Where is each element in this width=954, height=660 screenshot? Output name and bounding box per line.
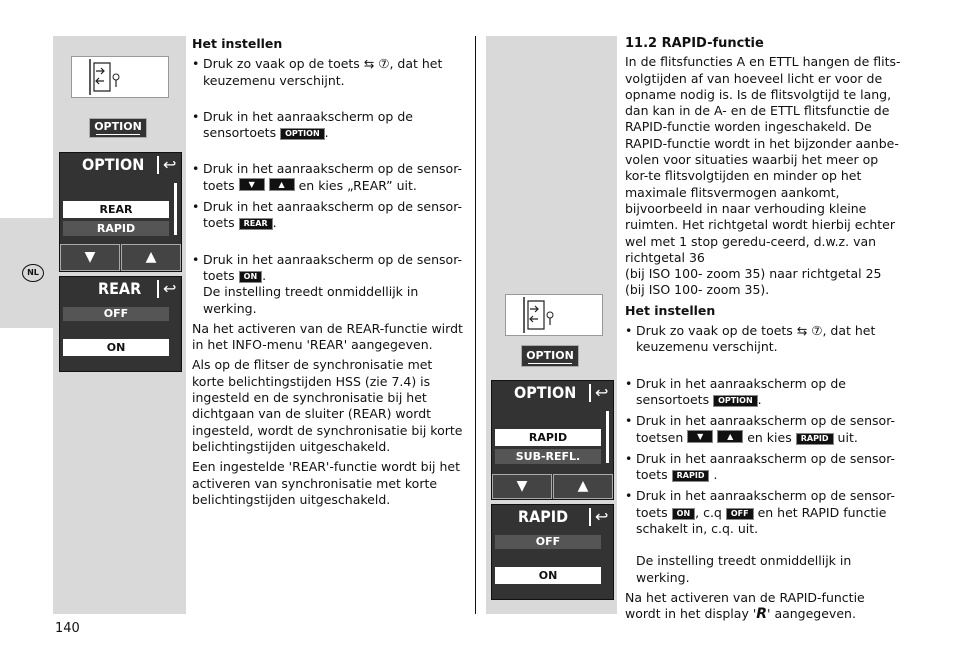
off-chip: OFF [726, 508, 754, 520]
option-menu-screen-rapid [491, 380, 614, 500]
left-text-column [192, 36, 466, 508]
menu-title: OPTION [82, 155, 145, 174]
scrollbar [174, 183, 177, 235]
down-arrow-chip: ▼ [239, 178, 265, 191]
toggle-key-icon: ⇆ ⑦ [796, 323, 823, 339]
step-2: • Druk in het aanraakscherm op de sensortoets OPTION . [192, 109, 466, 142]
flash-device-icon [71, 56, 169, 98]
step-5-note: De instelling treedt onmiddellijk in werking. [636, 553, 852, 585]
paragraph-3: Een ingestelde 'REAR'-functie wordt bij het activeren van synchronisatie met korte belichtingstijden uitgeschakeld. [192, 459, 461, 507]
menu-item-rapid: RAPID [495, 429, 601, 446]
heading-instellen: Het instellen [192, 36, 283, 51]
rapid-chip: RAPID [672, 470, 710, 482]
step-5: • Druk in het aanraakscherm op de sensor-toets ON , c.q OFF en het RAPID functie schakelt in, c.q. uit. [625, 488, 901, 537]
option-button-graphic: OPTION [89, 118, 147, 138]
menu-item-on: ON [63, 339, 169, 356]
option-chip: OPTION [280, 128, 325, 140]
up-arrow-chip: ▲ [717, 430, 743, 443]
language-badge: NL [22, 264, 44, 282]
option-menu-screen [59, 152, 182, 272]
menu-item-sub-refl: SUB-REFL. [495, 449, 601, 464]
up-arrow-chip: ▲ [269, 178, 295, 191]
scrollbar [606, 411, 609, 463]
page-number: 140 [55, 621, 80, 636]
back-bar [157, 156, 159, 174]
intro-line-3: (bij ISO 100- zoom 35). [625, 282, 770, 298]
back-icon: ↩ [595, 507, 609, 526]
back-icon: ↩ [163, 279, 177, 298]
rapid-display-note: Na het activeren van de RAPID-functie wordt in het display 'R' aangegeven. [625, 589, 865, 623]
down-arrow-button: ▼ [492, 474, 552, 499]
step-3: • Druk in het aanraakscherm op de sensor-toetsen ▼ ▲ en kies RAPID uit. [625, 413, 901, 446]
option-button-graphic: OPTION [521, 345, 579, 367]
paragraph-1: Na het activeren van de REAR-functie wirdt in het INFO-menu 'REAR' aangegeven. [192, 320, 463, 353]
rapid-menu-screen [491, 504, 614, 600]
back-bar [589, 384, 591, 402]
step-4: • Druk in het aanraakscherm op de sensor-toets RAPID . [625, 451, 901, 484]
menu-title: OPTION [514, 383, 577, 402]
step-3: • Druk in het aanraakscherm op de sensor-toets ▼ ▲ en kies „REAR” uit. [192, 161, 466, 194]
down-arrow-chip: ▼ [687, 430, 713, 443]
on-chip: ON [239, 271, 263, 283]
intro-paragraph: In de flitsfuncties A en ETTL hangen de flits-volgtijden af van hoeveel licht er voor de opname nodig is. Is de flitsvolgtijd te lang, dan kan in de A- en de ETTL flitsfunctie de RAPID-functie worden ingeschakeld. De RAPID-functie wordt in het bijzonder aanbe-volen voor situaties waarbij het meer op kor-te flitsvolgtijden en minder op het maximale flitsvermogen aankomt, bijvoorbeeld in naar verhouding kleine ruimten. Het richtgetal wordt hierbij echter wel met 1 stop geredu-ceerd, d.w.z. van richtgetal 36 [625, 54, 901, 265]
up-arrow-button: ▲ [121, 244, 181, 271]
step-4: • Druk in het aanraakscherm op de sensor-toets REAR . [192, 199, 466, 232]
step-1: • Druk zo vaak op de toets ⇆ ⑦, dat het keuzemenu verschijnt. [192, 56, 466, 89]
menu-item-on: ON [495, 567, 601, 584]
back-bar [589, 508, 591, 526]
rapid-chip: RAPID [796, 433, 834, 445]
down-arrow-button: ▼ [60, 244, 120, 271]
rear-menu-screen [59, 276, 182, 372]
up-arrow-button: ▲ [553, 474, 613, 499]
back-bar [157, 280, 159, 298]
step-2: • Druk in het aanraakscherm op de sensortoets OPTION . [625, 376, 901, 409]
menu-item-off: OFF [495, 535, 601, 549]
rapid-display-icon: R [756, 606, 768, 623]
on-chip: ON [672, 508, 696, 520]
step-1: • Druk zo vaak op de toets ⇆ ⑦, dat het keuzemenu verschijnt. [625, 323, 901, 356]
menu-title: RAPID [518, 507, 569, 526]
rear-chip: REAR [239, 218, 273, 230]
step-5: • Druk in het aanraakscherm op de sensor-toets ON . De instelling treedt onmiddellijk in werking. [192, 252, 466, 317]
menu-item-off: OFF [63, 307, 169, 321]
back-icon: ↩ [595, 383, 609, 402]
heading-instellen: Het instellen [625, 302, 716, 318]
paragraph-2: Als op de flitser de synchronisatie met korte belichtingstijden HSS (zie 7.4) is ingesteld en de synchronisatie bij het dichtgaan van de sluiter (REAR) wordt ingesteld, wordt de synchronisatie bij korte belichtingstijden uitgeschakeld. [192, 357, 463, 454]
toggle-key-icon: ⇆ ⑦ [363, 56, 390, 72]
section-title: 11.2 RAPID-functie [625, 36, 764, 51]
menu-item-rear: REAR [63, 201, 169, 218]
menu-item-rapid: RAPID [63, 221, 169, 236]
flash-device-icon [505, 294, 603, 336]
back-icon: ↩ [163, 155, 177, 174]
option-chip: OPTION [713, 395, 758, 407]
right-text-column [625, 36, 901, 623]
intro-line-2: (bij ISO 100- zoom 35) naar richtgetal 25 [625, 266, 882, 282]
menu-title: REAR [98, 279, 142, 298]
column-divider [475, 36, 476, 614]
